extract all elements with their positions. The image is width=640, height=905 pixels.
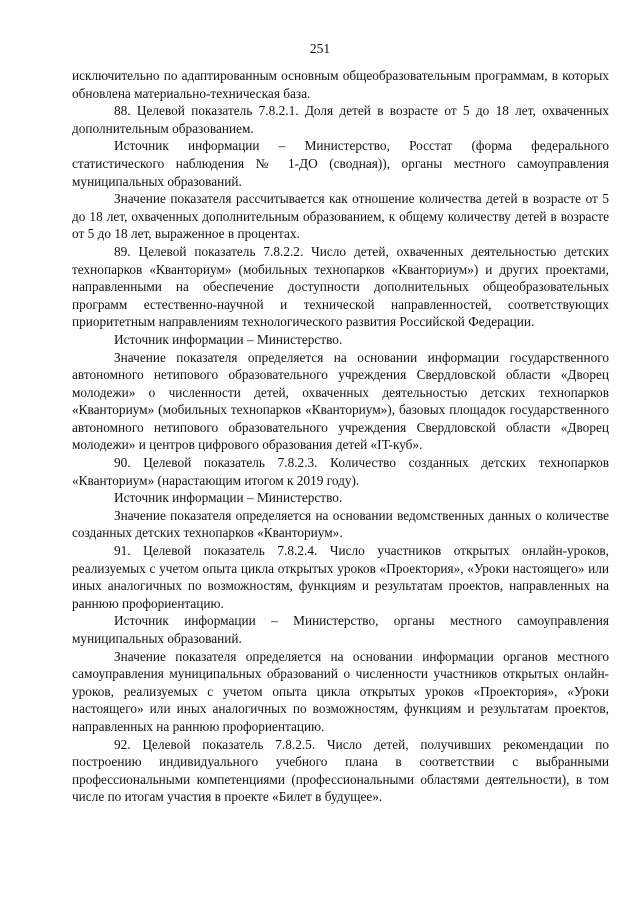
paragraph-source-89: Источник информации – Министерство. [114, 331, 343, 347]
paragraph-value-91: Значение показателя определяется на основании информации органов местного самоуправления муниципальных образований о численности участников открытых онлайн-уроков, реализуемых с учетом опыта цикла открытых уроков «Проектория», «Уроки настоящего» или иных аналогичных по возможностям, функциям и результатам проектов, направленных на раннюю профориентацию. [72, 648, 609, 734]
paragraph-value-89: Значение показателя определяется на основании информации государственного автономного нетипового образовательного учреждения Свердловской области «Дворец молодежи» о численности детей, охваченных деятельностью детских технопарков «Кванториум» (мобильных технопарков «Кванториум»), базовых площадок государственного автономного нетипового образовательного учреждения Свердловской области «Дворец молодежи» и центров цифрового образования детей «IT-куб». [72, 349, 609, 453]
paragraph-continuation: исключительно по адаптированным основным общеобразовательным программам, в которых обновлена материально-техническая база. [72, 68, 609, 101]
paragraph-indicator-90: 90. Целевой показатель 7.8.2.3. Количество созданных детских технопарков «Кванториум» (нарастающим итогом к 2019 году). [72, 455, 609, 488]
paragraph-value-90: Значение показателя определяется на основании ведомственных данных о количестве созданных детских технопарков «Кванториум». [72, 507, 609, 541]
document-body [72, 67, 609, 806]
paragraph-indicator-89: 89. Целевой показатель 7.8.2.2. Число детей, охваченных деятельностью детских технопарков «Кванториум» (мобильных технопарков «Кванториум») и других проектами, направленными на обеспечение доступности дополнительных общеобразовательных программ естественно-научной и технической направленностей, соответствующих приоритетным направлениям технологического развития Российской Федерации. [72, 243, 609, 330]
paragraph-source-88: Источник информации – Министерство, Росстат (форма федерального статистического наблюдения № 1-ДО (сводная)), органы местного самоуправления муниципальных образований. [72, 138, 609, 189]
paragraph-indicator-92: 92. Целевой показатель 7.8.2.5. Число детей, получивших рекомендации по построению индивидуального учебного плана в соответствии с выбранными профессиональными компетенциями (профессиональными областями деятельности), в том числе по итогам участия в проекте «Билет в будущее». [72, 736, 609, 805]
paragraph-value-88: Значение показателя рассчитывается как отношение количества детей в возрасте от 5 до 18 лет, охваченных дополнительным образованием, к общему количеству детей в возрасте от 5 до 18 лет, выраженное в процентах. [72, 191, 609, 242]
paragraph-indicator-91: 91. Целевой показатель 7.8.2.4. Число участников открытых онлайн-уроков, реализуемых с учетом опыта цикла открытых уроков «Проектория», «Уроки настоящего» или иных аналогичных по возможностям, функциям и результатам проектов, направленных на раннюю профориентацию. [72, 543, 609, 611]
paragraph-source-90: Источник информации – Министерство. [114, 490, 343, 506]
paragraph-indicator-88: 88. Целевой показатель 7.8.2.1. Доля детей в возрасте от 5 до 18 лет, охваченных дополнительным образованием. [72, 103, 609, 136]
paragraph-source-91: Источник информации – Министерство, органы местного самоуправления муниципальных образований. [72, 613, 609, 646]
page-number: 251 [309, 41, 331, 56]
